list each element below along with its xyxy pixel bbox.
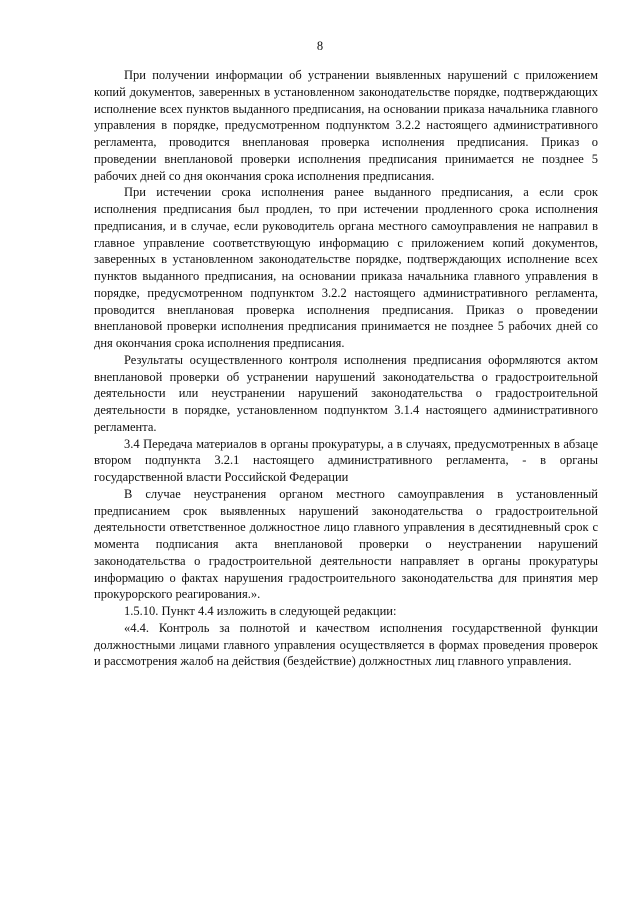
page-number: 8 — [316, 39, 324, 53]
paragraph-clause-4-4: «4.4. Контроль за полнотой и качеством исполнения государственной функции должностными лицами главного управления осуществляется в формах проведения проверок и рассмотрения жалоб на действия (бездействие) должностных лиц главного управления. — [94, 620, 598, 669]
paragraph-inspection-upon-expiry: При истечении срока исполнения ранее выданного предписания, а если срок исполнения предписания был продлен, то при истечении продленного срока исполнения предписания, и в случае, если руководитель органа местного самоуправления не направил в главное управление соответствующую информацию с приложением копий документов, заверенных в установленном законодательстве порядке, подтверждающих исполнение всех пунктов выданного предписания, на основании приказа начальника главного управления в порядке, предусмотренном подпунктом 3.2.2 настоящего административного регламента, проводится внеплановая проверка исполнения предписания. Приказ о проведении внеплановой проверки исполнения предписания принимается не позднее 5 рабочих дней со дня окончания срока исполнения предписания. — [94, 185, 598, 350]
paragraph-control-results: Результаты осуществленного контроля исполнения предписания оформляются актом внеплановой проверки об устранении нарушений законодательства о градостроительной деятельности или неустранении нарушений законодательства о градостроительной деятельности в порядке, установленном подпунктом 3.1.4 настоящего административного регламента. — [94, 352, 598, 434]
document-body — [94, 67, 598, 670]
paragraph-amendment-1-5-10: 1.5.10. Пункт 4.4 изложить в следующей редакции: — [124, 604, 397, 618]
paragraph-inspection-upon-info: При получении информации об устранении выявленных нарушений с приложением копий документов, заверенных в установленном законодательстве порядке, подтверждающих исполнение всех пунктов выданного предписания, на основании приказа начальника главного управления в порядке, предусмотренном подпунктом 3.2.2 настоящего административного регламента, проводится внеплановая проверка исполнения предписания. Приказ о проведении внеплановой проверки исполнения предписания принимается не позднее 5 рабочих дней со дня окончания срока исполнения предписания. — [94, 68, 598, 183]
paragraph-section-3-4-heading: 3.4 Передача материалов в органы прокуратуры, а в случаях, предусмотренных в абзаце втором подпункта 3.2.1 настоящего административного регламента, - в органы государственной власти Российской Федерации — [94, 436, 598, 484]
paragraph-prosecutor-notice: В случае неустранения органом местного самоуправления в установленный предписанием срок выявленных нарушений законодательства о градостроительной деятельности ответственное должностное лицо главного управления в десятидневный срок с момента подписания акта внеплановой проверки о неустранении нарушений законодательства о градостроительной деятельности направляет в органы прокуратуры информацию о фактах нарушения градостроительного законодательства для принятия мер прокурорского реагирования.». — [94, 486, 598, 602]
